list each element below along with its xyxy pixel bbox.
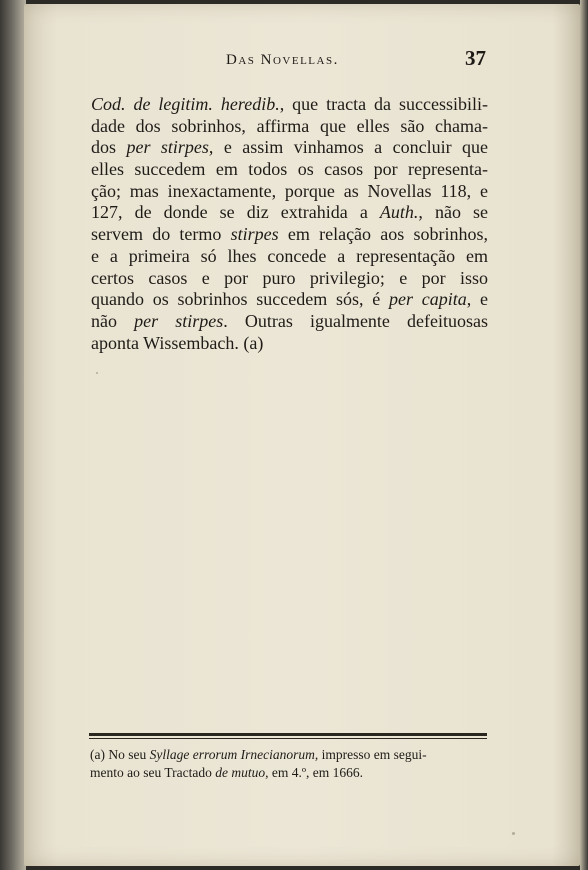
- text-span: ção; mas inexactamente, porque as Novellas 118, e: [91, 180, 488, 201]
- text-span: . Outras igualmente defeituosas: [223, 310, 489, 331]
- text-span: dos: [91, 137, 127, 158]
- paper-speck: [96, 372, 98, 374]
- book-edge-right: [580, 0, 588, 870]
- footnote-rule-thin: [89, 738, 487, 739]
- text-span: , e: [466, 289, 488, 310]
- italic-text-span: per capita: [388, 289, 467, 310]
- text-span: , impresso em segui-: [314, 747, 427, 762]
- text-span: aponta Wissembach. (a): [91, 332, 264, 353]
- italic-text-span: de mutuo: [215, 765, 266, 780]
- text-span: , que tracta da successibili-: [279, 94, 488, 114]
- text-line: [91, 333, 488, 355]
- italic-text-span: stirpes: [230, 224, 279, 245]
- text-line: [91, 202, 488, 224]
- footnote-line: [90, 746, 488, 764]
- page-number: 37: [465, 46, 486, 70]
- footnote-line: [90, 764, 488, 782]
- text-line: [91, 181, 488, 203]
- text-line: [91, 159, 488, 181]
- main-text-block: [91, 94, 488, 354]
- text-line: [91, 311, 488, 333]
- italic-text-span: per stirpes: [134, 310, 224, 331]
- running-head: Das Novellas.: [226, 52, 339, 68]
- text-line: [91, 94, 488, 116]
- text-span: elles succedem em todos os casos por representa-: [91, 159, 488, 180]
- footnote-block: [90, 746, 488, 782]
- text-span: quando os sobrinhos succedem sós, é: [91, 289, 389, 310]
- italic-text-span: Auth.: [379, 202, 419, 223]
- italic-text-span: Cod. de legitim. heredib.: [91, 94, 280, 114]
- text-line: [91, 224, 488, 246]
- paper-speck: [512, 832, 515, 835]
- text-span: servem do termo: [91, 224, 231, 245]
- text-span: em relação aos sobrinhos,: [278, 224, 488, 245]
- text-span: dade dos sobrinhos, affirma que elles são chama-: [91, 115, 488, 136]
- text-line: [91, 137, 488, 159]
- text-line: [91, 268, 488, 290]
- footnote-rule-thick: [89, 733, 487, 736]
- page-header: [60, 46, 486, 74]
- italic-text-span: Syllage errorum Irnecianorum: [149, 747, 315, 762]
- text-line: [91, 289, 488, 311]
- text-span: mento ao seu Tractado: [90, 765, 216, 780]
- text-span: 127, de donde se diz extrahida a: [91, 202, 380, 223]
- text-line: [91, 116, 488, 138]
- text-span: certos casos e por puro privilegio; e por isso: [91, 267, 488, 288]
- text-span: , e assim vinhamos a concluir que: [208, 137, 488, 158]
- text-span: , não se: [418, 202, 489, 223]
- text-line: [91, 246, 488, 268]
- text-span: e a primeira só lhes concede a representação em: [91, 245, 488, 266]
- italic-text-span: per stirpes: [126, 137, 209, 158]
- text-span: (a) No seu: [90, 747, 150, 762]
- book-gutter-left: [0, 0, 26, 870]
- text-span: não: [91, 310, 135, 331]
- text-span: , em 4.º, em 1666.: [265, 765, 364, 780]
